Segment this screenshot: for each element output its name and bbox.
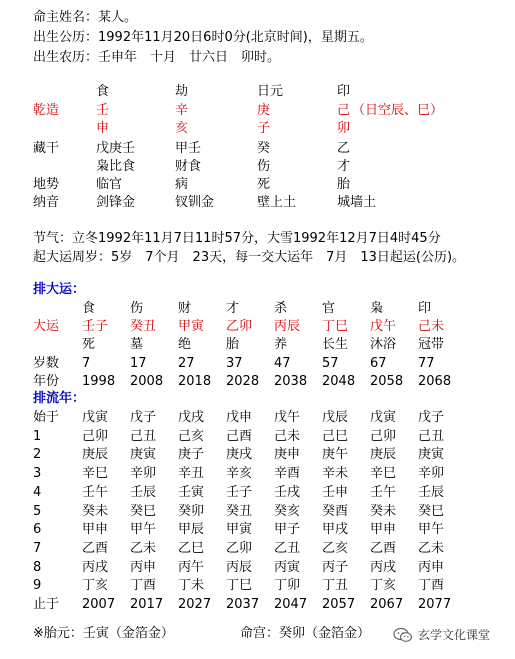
liunian-cell: 丁卯 [274,578,301,593]
dayun-pillar: 己未 [418,319,445,334]
dayun-pillar: 癸丑 [130,319,157,334]
liunian-cell: 丁丑 [322,578,349,593]
dishi-cell: 胎 [337,177,351,192]
liunian-row-label: 止于 [33,597,60,612]
dayun-title: 排大运： [33,282,86,297]
liunian-cell: 乙丑 [274,541,301,556]
liunian-cell: 乙未 [130,541,157,556]
liunian-row-label: 6 [33,522,42,537]
liunian-cell: 丁酉 [130,578,157,593]
liunian-cell: 癸未 [82,504,109,519]
dayun-age: 27 [178,356,195,371]
liunian-cell: 辛亥 [226,466,253,481]
dayun-year: 2008 [130,374,164,389]
liunian-cell: 甲寅 [226,522,253,537]
liunian-cell: 丙寅 [274,560,301,575]
liunian-row-label: 7 [33,541,42,556]
dayun-year: 2018 [178,374,212,389]
dayun-year: 2068 [418,374,452,389]
liunian-title: 排流年： [33,391,86,406]
liunian-cell: 戊申 [226,410,253,425]
dayun-age: 37 [226,356,243,371]
liunian-cell: 戊子 [130,410,157,425]
liunian-cell: 丙辰 [226,560,253,575]
liunian-cell: 癸未 [370,504,397,519]
qiyun-line: 起大运周岁：5岁 7个月 23天，每一交大运年 7月 13日起运(公历)。 [33,250,466,265]
dayun-shishen-cell: 伤 [130,301,144,316]
dayun-shishen-cell: 印 [418,301,432,316]
liunian-cell: 乙酉 [82,541,109,556]
dayun-shishen-cell: 杀 [274,301,288,316]
dayun-state: 死 [82,337,96,352]
dayun-age: 7 [82,356,91,371]
liunian-cell: 丁巳 [226,578,253,593]
liunian-cell: 甲午 [418,522,445,537]
liunian-cell: 丙戌 [82,560,109,575]
liunian-cell: 戊寅 [370,410,397,425]
liunian-cell: 2037 [226,597,260,612]
dishi-cell: 临官 [96,177,123,192]
dizhi-cell: 子 [257,121,271,136]
liunian-cell: 辛未 [322,466,349,481]
liunian-cell: 壬申 [322,485,349,500]
liunian-cell: 庚寅 [418,447,445,462]
taiyuan: ※胎元：壬寅（金箔金） [33,626,174,641]
liunian-cell: 2027 [178,597,212,612]
dayun-year: 2058 [370,374,404,389]
dayun-state: 冠带 [418,337,445,352]
liunian-cell: 癸巳 [130,504,157,519]
liunian-cell: 丙申 [418,560,445,575]
liunian-cell: 庚辰 [370,447,397,462]
watermark [393,626,490,643]
dayun-shishen-cell: 财 [178,301,192,316]
tiangan-cell: 辛 [175,103,189,118]
liunian-cell: 甲申 [82,522,109,537]
dayun-year: 1998 [82,374,116,389]
dayun-pillar: 丙辰 [274,319,301,334]
liunian-cell: 壬戌 [274,485,301,500]
liunian-cell: 丙午 [178,560,205,575]
year-label: 年份 [33,374,60,389]
dayun-pillar: 壬子 [82,319,109,334]
nayin-label: 纳音 [33,195,60,210]
zanggan-cell: 甲壬 [175,141,202,156]
liunian-cell: 2047 [274,597,308,612]
kongwang-note: （日空辰、巳） [352,103,444,118]
liunian-cell: 辛巳 [82,466,109,481]
liunian-cell: 甲辰 [178,522,205,537]
dayun-pillar: 戊午 [370,319,397,334]
zanggan-cell: 癸 [257,141,271,156]
liunian-cell: 戊戌 [178,410,205,425]
liunian-cell: 庚寅 [130,447,157,462]
liunian-cell: 己酉 [226,429,253,444]
zanggan-cell: 乙 [337,141,351,156]
qianzao-label: 乾造 [33,103,60,118]
shishen-cell: 劫 [175,84,189,99]
dayun-shishen-cell: 才 [226,301,240,316]
owner-name: 命主姓名：某人。 [33,10,138,25]
zanggan-shishen-cell: 财食 [175,159,202,174]
liunian-cell: 戊子 [418,410,445,425]
shishen-cell: 印 [337,84,351,99]
liunian-cell: 庚戌 [226,447,253,462]
shishen-cell: 日元 [257,84,284,99]
liunian-row-label: 8 [33,560,42,575]
liunian-cell: 辛酉 [274,466,301,481]
dayun-state: 胎 [226,337,240,352]
liunian-cell: 庚申 [274,447,301,462]
liunian-cell: 丙戌 [370,560,397,575]
age-label: 岁数 [33,356,60,371]
dizhi-cell: 申 [96,121,110,136]
liunian-cell: 丁未 [178,578,205,593]
dayun-age: 17 [130,356,147,371]
nayin-cell: 钗钏金 [175,195,215,210]
dayun-label: 大运 [33,319,60,334]
nayin-cell: 城墙土 [337,195,377,210]
liunian-cell: 己卯 [370,429,397,444]
shishen-cell: 食 [96,84,110,99]
liunian-cell: 壬辰 [130,485,157,500]
liunian-row-label: 2 [33,447,42,462]
liunian-cell: 乙巳 [178,541,205,556]
dayun-pillar: 乙卯 [226,319,253,334]
liunian-row-label: 5 [33,504,42,519]
liunian-cell: 庚午 [322,447,349,462]
liunian-cell: 乙酉 [370,541,397,556]
dayun-shishen-cell: 官 [322,301,336,316]
liunian-cell: 癸酉 [322,504,349,519]
liunian-cell: 辛卯 [130,466,157,481]
dayun-year: 2038 [274,374,308,389]
liunian-cell: 丁亥 [82,578,109,593]
dayun-age: 57 [322,356,339,371]
dishi-cell: 死 [257,177,271,192]
liunian-cell: 乙亥 [322,541,349,556]
liunian-cell: 丁酉 [418,578,445,593]
liunian-cell: 壬辰 [418,485,445,500]
dayun-year: 2028 [226,374,260,389]
dayun-state: 养 [274,337,288,352]
liunian-cell: 甲午 [130,522,157,537]
tiangan-cell: 壬 [96,103,110,118]
liunian-cell: 壬午 [370,485,397,500]
liunian-cell: 丙子 [322,560,349,575]
dayun-age: 67 [370,356,387,371]
liunian-cell: 癸卯 [178,504,205,519]
wechat-icon [393,627,413,643]
liunian-cell: 2057 [322,597,356,612]
liunian-cell: 丁亥 [370,578,397,593]
jieqi-line: 节气：立冬1992年11月7日11时57分，大雪1992年12月7日4时45分 [33,231,441,246]
zanggan-label: 藏干 [33,141,60,156]
dizhi-cell: 亥 [175,121,189,136]
liunian-cell: 戊辰 [322,410,349,425]
liunian-cell: 己丑 [130,429,157,444]
liunian-cell: 甲戌 [322,522,349,537]
zanggan-shishen-cell: 伤 [257,159,271,174]
lunar-birth: 出生农历：壬申年 十月 廿六日 卯时。 [33,50,281,65]
liunian-cell: 己卯 [82,429,109,444]
liunian-cell: 辛卯 [418,466,445,481]
liunian-cell: 壬子 [226,485,253,500]
liunian-row-label: 1 [33,429,42,444]
liunian-cell: 2017 [130,597,164,612]
zanggan-shishen-cell: 才 [337,159,351,174]
dayun-state: 沐浴 [370,337,397,352]
dishi-cell: 病 [175,177,189,192]
liunian-cell: 辛巳 [370,466,397,481]
liunian-cell: 乙未 [418,541,445,556]
liunian-cell: 己未 [274,429,301,444]
liunian-cell: 2007 [82,597,116,612]
dayun-state: 绝 [178,337,192,352]
dayun-year: 2048 [322,374,356,389]
zanggan-shishen-cell: 枭比食 [96,159,136,174]
dayun-shishen-cell: 枭 [370,301,384,316]
liunian-cell: 乙卯 [226,541,253,556]
dishi-label: 地势 [33,177,60,192]
liunian-cell: 甲申 [370,522,397,537]
liunian-cell: 庚子 [178,447,205,462]
tiangan-cell: 庚 [257,103,271,118]
liunian-cell: 丙申 [130,560,157,575]
dayun-shishen-cell: 食 [82,301,96,316]
liunian-cell: 辛丑 [178,466,205,481]
watermark-text: 玄学文化课堂 [418,628,491,642]
zanggan-cell: 戊庚壬 [96,141,136,156]
liunian-cell: 己丑 [418,429,445,444]
liunian-row-label: 始于 [33,410,60,425]
liunian-cell: 2077 [418,597,452,612]
liunian-row-label: 9 [33,578,42,593]
liunian-cell: 己亥 [178,429,205,444]
dayun-age: 77 [418,356,435,371]
nayin-cell: 剑锋金 [96,195,136,210]
solar-birth: 出生公历：1992年11月20日6时0分(北京时间)，星期五。 [33,30,373,45]
liunian-cell: 戊寅 [82,410,109,425]
liunian-cell: 壬午 [82,485,109,500]
dayun-pillar: 甲寅 [178,319,205,334]
liunian-cell: 癸巳 [418,504,445,519]
dizhi-cell: 卯 [337,121,351,136]
minggong: 命宫：癸卯（金箔金） [240,626,371,641]
liunian-row-label: 3 [33,466,42,481]
liunian-cell: 戊午 [274,410,301,425]
nayin-cell: 壁上土 [257,195,297,210]
liunian-cell: 庚辰 [82,447,109,462]
liunian-cell: 癸丑 [226,504,253,519]
liunian-row-label: 4 [33,485,42,500]
liunian-cell: 己巳 [322,429,349,444]
liunian-cell: 2067 [370,597,404,612]
dayun-age: 47 [274,356,291,371]
dayun-pillar: 丁巳 [322,319,349,334]
tiangan-cell: 己 [337,103,351,118]
liunian-cell: 壬寅 [178,485,205,500]
liunian-cell: 甲子 [274,522,301,537]
dayun-state: 墓 [130,337,144,352]
dayun-state: 长生 [322,337,349,352]
liunian-cell: 癸亥 [274,504,301,519]
